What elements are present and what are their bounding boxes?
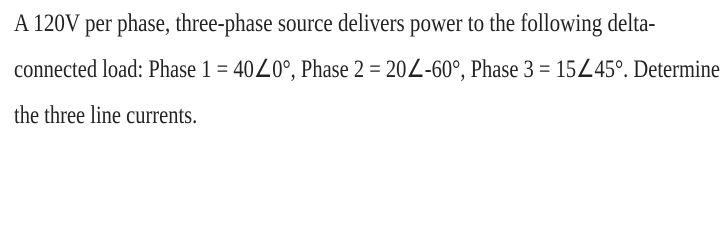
- problem-line-1: A 120V per phase, three-phase source delivers power to the following delta-: [14, 10, 656, 37]
- problem-line-2: connected load: Phase 1 = 40∠0°, Phase 2 = 20∠-60°, Phase 3 = 15∠45°. Determine: [14, 56, 720, 83]
- problem-line-3: the three line currents.: [14, 102, 198, 129]
- problem-text: [14, 0, 720, 138]
